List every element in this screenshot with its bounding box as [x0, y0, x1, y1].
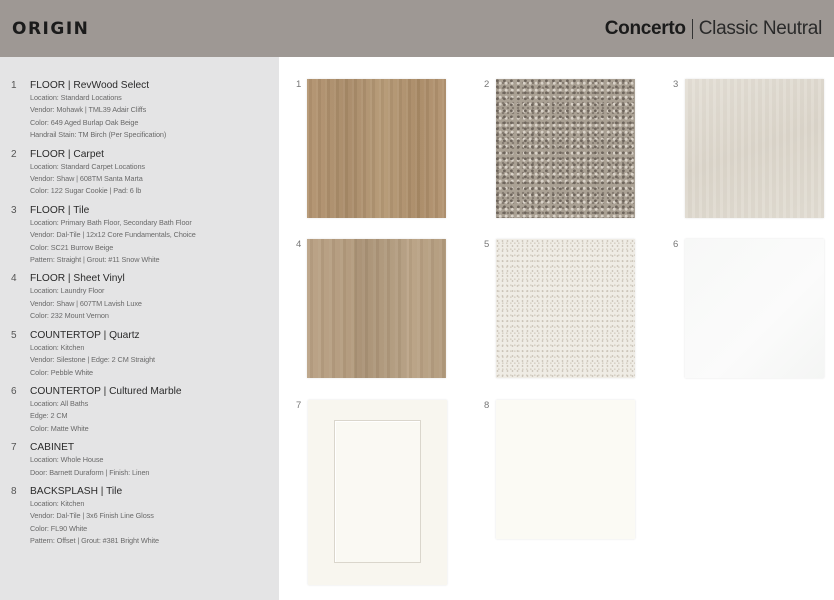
scheme-name: Classic Neutral	[698, 17, 822, 39]
spec-detail: Vendor: Dal-Tile | 3x6 Finish Line Gloss	[30, 511, 154, 521]
spec-detail: Door: Barnett Duraform | Finish: Linen	[30, 467, 150, 477]
swatch-number: 6	[673, 239, 679, 250]
title-divider	[692, 19, 693, 39]
spec-detail: Location: Standard Carpet Locations	[30, 161, 145, 171]
swatch-image-floor-tile	[685, 79, 824, 218]
spec-item-floor-carpet	[0, 148, 279, 198]
spec-detail: Handrail Stain: TM Birch (Per Specification)	[30, 130, 167, 140]
spec-item-cabinet	[0, 441, 279, 479]
swatch-image-cultured-marble	[685, 239, 824, 378]
spec-list	[0, 57, 279, 600]
spec-detail: Color: 232 Mount Vernon	[30, 311, 109, 321]
swatch-number: 1	[296, 79, 302, 90]
spec-number: 1	[11, 80, 17, 91]
spec-detail: Color: FL90 White	[30, 523, 88, 533]
swatch-image-cabinet-door	[308, 400, 447, 585]
spec-detail: Pattern: Offset | Grout: #381 Bright White	[30, 536, 159, 546]
swatch-image-backsplash	[496, 400, 635, 539]
page-title	[605, 18, 822, 40]
spec-item-floor-sheet-vinyl	[0, 272, 279, 322]
spec-heading: COUNTERTOP | Cultured Marble	[30, 385, 182, 397]
spec-heading: FLOOR | RevWood Select	[30, 80, 150, 91]
swatch-number: 5	[484, 239, 490, 250]
spec-heading: BACKSPLASH | Tile	[30, 485, 123, 497]
spec-detail: Color: Pebble White	[30, 367, 93, 377]
swatch-number: 4	[296, 239, 302, 250]
spec-detail: Location: Kitchen	[30, 498, 85, 508]
spec-heading: FLOOR | Carpet	[30, 148, 104, 160]
spec-number: 8	[11, 485, 17, 497]
page-header	[0, 0, 834, 57]
swatch-image-sheet-vinyl	[307, 239, 446, 378]
brand-logo: ORIGIN	[12, 18, 90, 39]
spec-detail: Location: Kitchen	[30, 342, 85, 352]
spec-number: 2	[11, 148, 17, 160]
spec-item-floor-revwood	[0, 79, 279, 142]
spec-detail: Vendor: Dal-Tile | 12x12 Core Fundamentals, Choice	[30, 230, 196, 240]
spec-item-backsplash-tile	[0, 485, 279, 548]
spec-number: 6	[11, 385, 17, 397]
swatch-image-wood-floor	[307, 79, 446, 218]
spec-item-floor-tile	[0, 204, 279, 267]
spec-detail: Color: SC21 Burrow Beige	[30, 242, 114, 252]
spec-number: 7	[11, 442, 17, 454]
spec-heading: CABINET	[30, 442, 75, 454]
spec-detail: Color: 649 Aged Burlap Oak Beige	[30, 117, 139, 127]
spec-detail: Location: All Baths	[30, 398, 89, 408]
swatch-number: 8	[484, 400, 490, 411]
spec-item-countertop-quartz	[0, 329, 279, 379]
spec-detail: Color: 122 Sugar Cookie | Pad: 6 lb	[30, 186, 142, 196]
spec-detail: Vendor: Mohawk | TML39 Adair Cliffs	[30, 105, 147, 115]
spec-detail: Location: Primary Bath Floor, Secondary Bath Floor	[30, 217, 192, 227]
spec-heading: FLOOR | Sheet Vinyl	[30, 273, 125, 285]
spec-detail: Location: Whole House	[30, 455, 104, 465]
spec-number: 5	[11, 329, 17, 341]
swatch-number: 2	[484, 79, 490, 90]
spec-heading: COUNTERTOP | Quartz	[30, 329, 140, 341]
swatch-number: 7	[296, 400, 302, 411]
collection-name: Concerto	[604, 17, 686, 39]
swatch-grid	[279, 57, 834, 600]
swatch-number: 3	[673, 79, 679, 90]
spec-number: 3	[11, 204, 17, 216]
spec-detail: Vendor: Shaw | 607TM Lavish Luxe	[30, 298, 142, 308]
spec-item-countertop-cultured-marble	[0, 385, 279, 435]
cabinet-door-panel	[334, 420, 421, 563]
spec-detail: Pattern: Straight | Grout: #11 Snow White	[30, 255, 160, 265]
spec-number: 4	[11, 273, 17, 285]
swatch-image-quartz	[496, 239, 635, 378]
spec-detail: Vendor: Shaw | 608TM Santa Marta	[30, 174, 143, 184]
spec-detail: Color: Matte White	[30, 423, 89, 433]
swatch-image-carpet	[496, 79, 635, 218]
spec-heading: FLOOR | Tile	[30, 204, 90, 216]
spec-detail: Location: Laundry Floor	[30, 286, 105, 296]
spec-detail: Vendor: Silestone | Edge: 2 CM Straight	[30, 355, 155, 365]
spec-detail: Edge: 2 CM	[30, 411, 68, 421]
spec-detail: Location: Standard Locations	[30, 93, 122, 102]
